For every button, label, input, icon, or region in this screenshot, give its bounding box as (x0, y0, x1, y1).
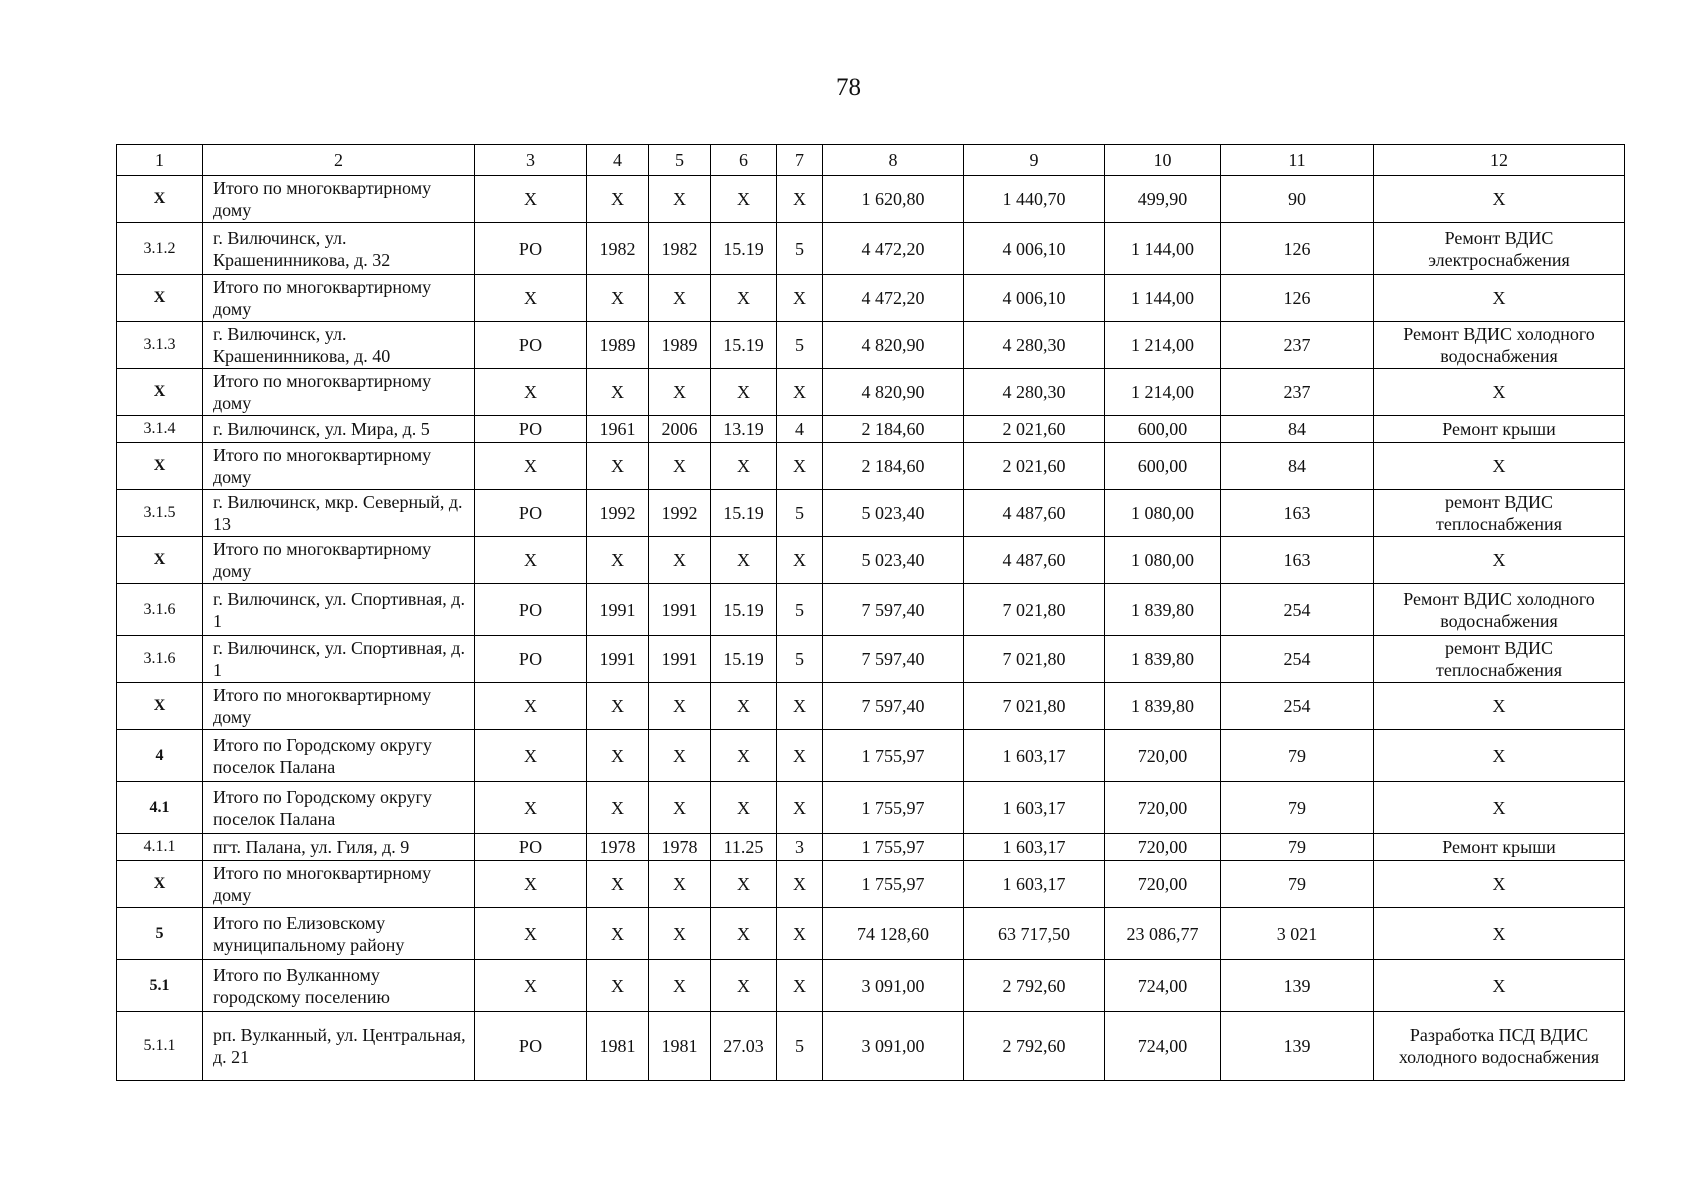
cell-work-type: Ремонт ВДИС холодного водоснабжения (1374, 322, 1625, 369)
cell-row-index: X (117, 537, 203, 584)
cell-address: Итого по многоквартирному дому (203, 176, 475, 223)
cell-common-area: 1 214,00 (1105, 369, 1221, 416)
cell-living-area: 2 021,60 (964, 416, 1105, 443)
cell-form: X (475, 730, 587, 782)
cell-year-commissioned: X (649, 275, 711, 322)
cell-year-built: X (587, 782, 649, 834)
cell-form: X (475, 176, 587, 223)
table-row (117, 636, 1625, 683)
cell-residents: 237 (1221, 369, 1374, 416)
cell-year-built: 1961 (587, 416, 649, 443)
cell-row-index: X (117, 275, 203, 322)
cell-work-type: X (1374, 683, 1625, 730)
cell-common-area: 600,00 (1105, 416, 1221, 443)
cell-living-area: 2 792,60 (964, 1012, 1105, 1081)
cell-total-area: 7 597,40 (823, 683, 964, 730)
cell-row-index: 5.1.1 (117, 1012, 203, 1081)
cell-address: Итого по Елизовскому муниципальному району (203, 908, 475, 960)
cell-year-commissioned: 2006 (649, 416, 711, 443)
cell-floors: 4 (777, 416, 823, 443)
cell-total-area: 1 620,80 (823, 176, 964, 223)
cell-work-type: X (1374, 960, 1625, 1012)
cell-year-commissioned: X (649, 683, 711, 730)
cell-address: Итого по Городскому округу поселок Палана (203, 782, 475, 834)
cell-floors: 5 (777, 223, 823, 275)
cell-floors: 5 (777, 584, 823, 636)
cell-material-code: 15.19 (711, 322, 777, 369)
cell-living-area: 2 021,60 (964, 443, 1105, 490)
cell-common-area: 1 080,00 (1105, 537, 1221, 584)
cell-living-area: 1 603,17 (964, 730, 1105, 782)
cell-total-area: 3 091,00 (823, 1012, 964, 1081)
cell-residents: 84 (1221, 443, 1374, 490)
cell-total-area: 4 472,20 (823, 275, 964, 322)
cell-total-area: 7 597,40 (823, 584, 964, 636)
cell-floors: X (777, 908, 823, 960)
column-number-7: 7 (777, 145, 823, 176)
table-row (117, 730, 1625, 782)
cell-form: РО (475, 834, 587, 861)
cell-living-area: 1 440,70 (964, 176, 1105, 223)
cell-living-area: 4 487,60 (964, 490, 1105, 537)
cell-residents: 139 (1221, 960, 1374, 1012)
cell-living-area: 4 006,10 (964, 275, 1105, 322)
table-row (117, 1012, 1625, 1081)
cell-address: г. Вилючинск, ул. Крашенинникова, д. 40 (203, 322, 475, 369)
cell-year-commissioned: X (649, 369, 711, 416)
table-row (117, 908, 1625, 960)
cell-total-area: 2 184,60 (823, 443, 964, 490)
cell-work-type: X (1374, 782, 1625, 834)
cell-address: г. Вилючинск, ул. Спортивная, д. 1 (203, 636, 475, 683)
cell-residents: 90 (1221, 176, 1374, 223)
cell-material-code: X (711, 176, 777, 223)
cell-common-area: 720,00 (1105, 782, 1221, 834)
cell-address: Итого по многоквартирному дому (203, 683, 475, 730)
cell-total-area: 4 472,20 (823, 223, 964, 275)
cell-year-built: X (587, 861, 649, 908)
cell-total-area: 2 184,60 (823, 416, 964, 443)
cell-work-type: X (1374, 176, 1625, 223)
cell-row-index: X (117, 683, 203, 730)
cell-floors: X (777, 176, 823, 223)
cell-form: X (475, 861, 587, 908)
cell-living-area: 1 603,17 (964, 861, 1105, 908)
cell-year-commissioned: 1982 (649, 223, 711, 275)
cell-living-area: 7 021,80 (964, 584, 1105, 636)
cell-address: Итого по многоквартирному дому (203, 861, 475, 908)
cell-year-built: X (587, 443, 649, 490)
cell-address: Итого по многоквартирному дому (203, 537, 475, 584)
cell-row-index: 4.1.1 (117, 834, 203, 861)
cell-work-type: X (1374, 861, 1625, 908)
cell-form: РО (475, 416, 587, 443)
cell-material-code: X (711, 369, 777, 416)
cell-material-code: X (711, 960, 777, 1012)
cell-common-area: 600,00 (1105, 443, 1221, 490)
cell-year-built: X (587, 908, 649, 960)
cell-material-code: 11.25 (711, 834, 777, 861)
cell-residents: 79 (1221, 782, 1374, 834)
cell-residents: 79 (1221, 730, 1374, 782)
cell-living-area: 1 603,17 (964, 782, 1105, 834)
cell-year-built: 1989 (587, 322, 649, 369)
table-row (117, 443, 1625, 490)
cell-material-code: X (711, 861, 777, 908)
cell-row-index: X (117, 861, 203, 908)
table-row (117, 834, 1625, 861)
cell-total-area: 1 755,97 (823, 861, 964, 908)
cell-year-commissioned: 1978 (649, 834, 711, 861)
cell-work-type: X (1374, 443, 1625, 490)
cell-total-area: 5 023,40 (823, 537, 964, 584)
cell-residents: 126 (1221, 223, 1374, 275)
cell-floors: X (777, 275, 823, 322)
cell-floors: 5 (777, 1012, 823, 1081)
cell-common-area: 720,00 (1105, 834, 1221, 861)
cell-form: X (475, 369, 587, 416)
column-number-8: 8 (823, 145, 964, 176)
cell-work-type: Разработка ПСД ВДИС холодного водоснабжения (1374, 1012, 1625, 1081)
cell-form: X (475, 782, 587, 834)
cell-common-area: 1 839,80 (1105, 584, 1221, 636)
cell-residents: 84 (1221, 416, 1374, 443)
cell-address: Итого по многоквартирному дому (203, 369, 475, 416)
cell-form: РО (475, 490, 587, 537)
cell-form: X (475, 537, 587, 584)
cell-living-area: 7 021,80 (964, 683, 1105, 730)
table-row (117, 683, 1625, 730)
table-row (117, 416, 1625, 443)
cell-common-area: 1 839,80 (1105, 636, 1221, 683)
table-row (117, 537, 1625, 584)
cell-address: г. Вилючинск, ул. Мира, д. 5 (203, 416, 475, 443)
cell-year-commissioned: X (649, 908, 711, 960)
column-number-3: 3 (475, 145, 587, 176)
cell-total-area: 4 820,90 (823, 369, 964, 416)
column-number-11: 11 (1221, 145, 1374, 176)
table-row (117, 223, 1625, 275)
cell-living-area: 1 603,17 (964, 834, 1105, 861)
cell-year-commissioned: X (649, 443, 711, 490)
column-number-10: 10 (1105, 145, 1221, 176)
cell-row-index: 4 (117, 730, 203, 782)
cell-work-type: Ремонт крыши (1374, 416, 1625, 443)
cell-year-commissioned: 1991 (649, 584, 711, 636)
cell-material-code: X (711, 275, 777, 322)
cell-floors: X (777, 782, 823, 834)
cell-common-area: 1 144,00 (1105, 275, 1221, 322)
cell-floors: 5 (777, 490, 823, 537)
cell-work-type: X (1374, 275, 1625, 322)
cell-address: рп. Вулканный, ул. Центральная, д. 21 (203, 1012, 475, 1081)
cell-form: X (475, 443, 587, 490)
table-row (117, 176, 1625, 223)
cell-row-index: X (117, 369, 203, 416)
cell-material-code: 13.19 (711, 416, 777, 443)
column-number-5: 5 (649, 145, 711, 176)
cell-form: X (475, 275, 587, 322)
cell-material-code: X (711, 782, 777, 834)
column-number-9: 9 (964, 145, 1105, 176)
cell-year-built: 1991 (587, 636, 649, 683)
cell-living-area: 7 021,80 (964, 636, 1105, 683)
cell-address: г. Вилючинск, мкр. Северный, д. 13 (203, 490, 475, 537)
cell-floors: X (777, 443, 823, 490)
cell-row-index: 3.1.5 (117, 490, 203, 537)
cell-row-index: 5.1 (117, 960, 203, 1012)
column-number-1: 1 (117, 145, 203, 176)
cell-residents: 126 (1221, 275, 1374, 322)
cell-year-commissioned: X (649, 782, 711, 834)
cell-row-index: X (117, 176, 203, 223)
cell-work-type: X (1374, 537, 1625, 584)
cell-material-code: 15.19 (711, 490, 777, 537)
cell-year-built: X (587, 275, 649, 322)
cell-floors: X (777, 960, 823, 1012)
column-number-6: 6 (711, 145, 777, 176)
table-row (117, 369, 1625, 416)
cell-year-built: X (587, 537, 649, 584)
cell-common-area: 499,90 (1105, 176, 1221, 223)
cell-work-type: Ремонт крыши (1374, 834, 1625, 861)
cell-year-commissioned: 1981 (649, 1012, 711, 1081)
cell-material-code: X (711, 537, 777, 584)
cell-floors: X (777, 369, 823, 416)
cell-common-area: 1 214,00 (1105, 322, 1221, 369)
cell-residents: 79 (1221, 861, 1374, 908)
cell-year-commissioned: X (649, 861, 711, 908)
cell-work-type: X (1374, 908, 1625, 960)
cell-material-code: 27.03 (711, 1012, 777, 1081)
cell-floors: 3 (777, 834, 823, 861)
cell-year-commissioned: X (649, 537, 711, 584)
cell-residents: 79 (1221, 834, 1374, 861)
cell-total-area: 7 597,40 (823, 636, 964, 683)
cell-common-area: 1 839,80 (1105, 683, 1221, 730)
column-number-12: 12 (1374, 145, 1625, 176)
cell-address: г. Вилючинск, ул. Крашенинникова, д. 32 (203, 223, 475, 275)
table-row (117, 584, 1625, 636)
column-number-row (117, 145, 1625, 176)
table-body (117, 176, 1625, 1081)
cell-residents: 163 (1221, 537, 1374, 584)
cell-common-area: 1 080,00 (1105, 490, 1221, 537)
cell-form: РО (475, 1012, 587, 1081)
cell-form: РО (475, 223, 587, 275)
cell-total-area: 4 820,90 (823, 322, 964, 369)
cell-total-area: 1 755,97 (823, 834, 964, 861)
cell-living-area: 2 792,60 (964, 960, 1105, 1012)
cell-year-built: X (587, 683, 649, 730)
cell-common-area: 724,00 (1105, 1012, 1221, 1081)
cell-total-area: 1 755,97 (823, 782, 964, 834)
cell-address: Итого по многоквартирному дому (203, 443, 475, 490)
cell-floors: 5 (777, 322, 823, 369)
cell-floors: 5 (777, 636, 823, 683)
cell-work-type: Ремонт ВДИС холодного водоснабжения (1374, 584, 1625, 636)
cell-common-area: 23 086,77 (1105, 908, 1221, 960)
cell-living-area: 4 280,30 (964, 369, 1105, 416)
cell-year-built: 1981 (587, 1012, 649, 1081)
cell-material-code: X (711, 730, 777, 782)
cell-material-code: X (711, 683, 777, 730)
table-row (117, 960, 1625, 1012)
cell-total-area: 5 023,40 (823, 490, 964, 537)
cell-address: Итого по Городскому округу поселок Палана (203, 730, 475, 782)
cell-row-index: 5 (117, 908, 203, 960)
cell-year-built: X (587, 960, 649, 1012)
cell-row-index: 4.1 (117, 782, 203, 834)
cell-living-area: 4 487,60 (964, 537, 1105, 584)
cell-residents: 254 (1221, 584, 1374, 636)
cell-row-index: 3.1.6 (117, 584, 203, 636)
cell-year-commissioned: X (649, 730, 711, 782)
cell-work-type: X (1374, 369, 1625, 416)
cell-work-type: X (1374, 730, 1625, 782)
cell-floors: X (777, 683, 823, 730)
cell-year-built: 1992 (587, 490, 649, 537)
cell-work-type: Ремонт ВДИС электроснабжения (1374, 223, 1625, 275)
cell-address: пгт. Палана, ул. Гиля, д. 9 (203, 834, 475, 861)
cell-residents: 254 (1221, 636, 1374, 683)
page-number: 78 (836, 74, 861, 101)
cell-year-built: 1978 (587, 834, 649, 861)
cell-common-area: 720,00 (1105, 861, 1221, 908)
column-number-4: 4 (587, 145, 649, 176)
cell-residents: 237 (1221, 322, 1374, 369)
cell-work-type: ремонт ВДИС теплоснабжения (1374, 490, 1625, 537)
cell-address: Итого по многоквартирному дому (203, 275, 475, 322)
cell-row-index: 3.1.3 (117, 322, 203, 369)
table-row (117, 782, 1625, 834)
cell-living-area: 4 280,30 (964, 322, 1105, 369)
cell-floors: X (777, 861, 823, 908)
cell-year-built: X (587, 730, 649, 782)
cell-row-index: 3.1.4 (117, 416, 203, 443)
table-row (117, 322, 1625, 369)
cell-row-index: 3.1.2 (117, 223, 203, 275)
cell-row-index: X (117, 443, 203, 490)
cell-floors: X (777, 537, 823, 584)
cell-year-commissioned: 1989 (649, 322, 711, 369)
table-row (117, 861, 1625, 908)
cell-common-area: 724,00 (1105, 960, 1221, 1012)
cell-material-code: 15.19 (711, 223, 777, 275)
table-row (117, 275, 1625, 322)
cell-material-code: X (711, 443, 777, 490)
cell-total-area: 1 755,97 (823, 730, 964, 782)
cell-total-area: 3 091,00 (823, 960, 964, 1012)
cell-form: РО (475, 584, 587, 636)
cell-form: РО (475, 636, 587, 683)
cell-year-built: 1991 (587, 584, 649, 636)
cell-material-code: X (711, 908, 777, 960)
cell-year-built: X (587, 176, 649, 223)
cell-total-area: 74 128,60 (823, 908, 964, 960)
repair-program-table (116, 144, 1625, 1081)
cell-address: Итого по Вулканному городскому поселению (203, 960, 475, 1012)
cell-year-built: 1982 (587, 223, 649, 275)
cell-form: X (475, 960, 587, 1012)
cell-year-built: X (587, 369, 649, 416)
cell-year-commissioned: X (649, 176, 711, 223)
cell-row-index: 3.1.6 (117, 636, 203, 683)
cell-living-area: 63 717,50 (964, 908, 1105, 960)
cell-common-area: 720,00 (1105, 730, 1221, 782)
cell-residents: 3 021 (1221, 908, 1374, 960)
cell-living-area: 4 006,10 (964, 223, 1105, 275)
cell-address: г. Вилючинск, ул. Спортивная, д. 1 (203, 584, 475, 636)
cell-floors: X (777, 730, 823, 782)
cell-residents: 254 (1221, 683, 1374, 730)
cell-year-commissioned: 1991 (649, 636, 711, 683)
cell-common-area: 1 144,00 (1105, 223, 1221, 275)
cell-form: РО (475, 322, 587, 369)
cell-year-commissioned: 1992 (649, 490, 711, 537)
column-number-2: 2 (203, 145, 475, 176)
cell-residents: 139 (1221, 1012, 1374, 1081)
table-row (117, 490, 1625, 537)
cell-residents: 163 (1221, 490, 1374, 537)
cell-work-type: ремонт ВДИС теплоснабжения (1374, 636, 1625, 683)
cell-year-commissioned: X (649, 960, 711, 1012)
cell-material-code: 15.19 (711, 584, 777, 636)
cell-material-code: 15.19 (711, 636, 777, 683)
cell-form: X (475, 683, 587, 730)
cell-form: X (475, 908, 587, 960)
